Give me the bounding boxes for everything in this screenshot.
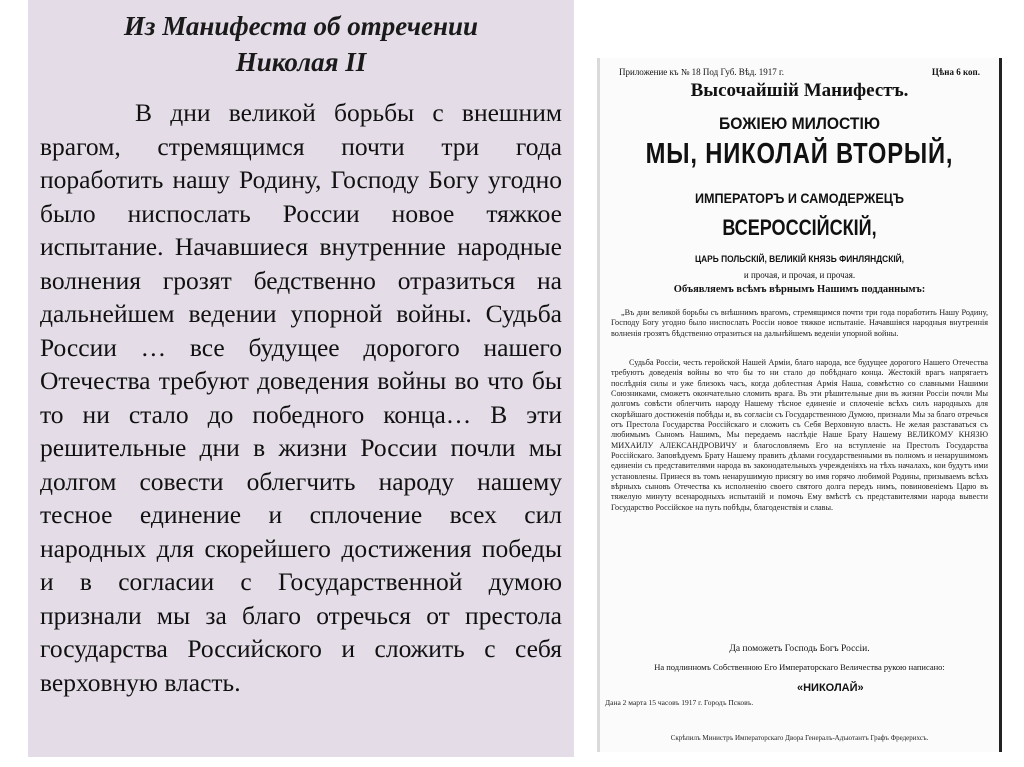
- document-line-emperor: ИМПЕРАТОРЪ И САМОДЕРЖЕЦЪ: [695, 190, 904, 206]
- manifesto-document-image: [597, 58, 1002, 752]
- document-line-grace: БОЖІЕЮ МИЛОСТІЮ: [719, 114, 880, 133]
- document-prayer: Да поможетъ Господь Богъ Россіи.: [729, 644, 870, 654]
- document-countersign: Скрѣпилъ Министръ Императорскаго Двора Генералъ-Адъютантъ Графъ Фредерихсъ.: [670, 734, 929, 742]
- document-announce: Объявляемъ всѣмъ вѣрнымъ Нашимъ подданнымъ:: [673, 284, 926, 295]
- document-place-date: Дана 2 марта 15 часовъ 1917 г. Городъ Псковъ.: [605, 698, 754, 707]
- document-title: Высочайшій Манифестъ.: [690, 80, 909, 101]
- document-paragraph-2: Судьба Россіи, честь геройской Нашей Арміи, благо народа, все будущее дорогого Нашего Отечества требуютъ доведенія войны во что бы то ни стало до побѣднаго конца. Жестокій врагъ напрягаетъ послѣднія силы и уже близокъ часъ, когда доблестная Армія Наша, совмѣстно со славными Нашими Союзниками, сможетъ окончательно сломить врага. Въ эти рѣшительные дни въ жизни Россіи почли Мы долгомъ совѣсти облегчить народу Нашему тѣсное единеніе и сплоченіе всѣхъ силъ народныхъ для скорѣйшаго достиженія побѣды и, въ согласіи съ Государственною Думою, признали Мы за благо отречься отъ Престола Государства Россійскаго и сложить съ Себя Верховную власть. Не желая разставаться съ любимымъ Сыномъ Нашимъ, Мы передаемъ наслѣдіе Наше Брату Нашему ВЕЛИКОМУ КНЯЗЮ МИХАИЛУ АЛЕКСАНДРОВИЧУ и благословляемъ Его на вступленіе на Престолъ Государства Россійскаго. Заповѣдуемъ Брату Нашему править дѣлами государственными въ полномъ и ненарушимомъ единеніи съ представителями народа въ законодательныхъ учрежденіяхъ на тѣхъ началахъ, кои будутъ ими установлены. Принеся въ томъ ненарушимую присягу во имя горячо любимой Родины, призываемъ всѣхъ вѣрныхъ сыновъ Отечества къ исполненію своего святого долга передъ нимъ, повиновеніемъ Царю въ тяжелую минуту всенародныхъ испытаній и помочь Ему вмѣстѣ съ представителями народа вывести Государство Россійское на путь побѣды, благоденствія и славы.: [611, 358, 988, 512]
- document-header-left: Приложение къ № 18 Под Губ. Вѣд. 1917 г.: [619, 67, 784, 77]
- document-signature-intro: На подлинномъ Собственною Его Императорскаго Величества рукою написано:: [654, 662, 945, 672]
- document-line-russia: ВСЕРОССІЙСКІЙ,: [722, 215, 877, 240]
- slide-title-line2: Николая II: [235, 47, 367, 77]
- document-paragraph-1: „Въ дни великой борьбы съ внѣшнимъ врагомъ, стремящимся почти три года поработить Нашу Родину, Господу Богу угодно было ниспослать Россіи новое тяжкое испытаніе. Начавшіяся народныя внутреннія волненія грозятъ бѣдственно отразиться на дальнѣйшемъ веденіи упорной войны.: [611, 308, 988, 338]
- document-header: [619, 67, 980, 77]
- document-line-etc: и прочая, и прочая, и прочая.: [743, 270, 856, 280]
- document-line-name: МЫ, НИКОЛАЙ ВТОРЫЙ,: [645, 138, 954, 170]
- document-price: Цѣна 6 коп.: [931, 67, 980, 77]
- document-line-titles: ЦАРЬ ПОЛЬСКІЙ, ВЕЛИКІЙ КНЯЗЬ ФИНЛЯНДСКІЙ,: [695, 254, 904, 265]
- manifesto-excerpt: В дни великой борьбы с внешним врагом, стремящимся почти три года поработить нашу Родину, Господу Богу угодно было ниспослать России новое тяжкое испытание. Начавшиеся внутренние народные волнения грозят бедственно отразиться на дальнейшем ведении упорной войны. Судьба России … все будущее дорогого нашего Отечества требуют доведения войны во что бы то ни стало до победного конца… В эти решительные дни в жизни России почли мы долгом совести облегчить народу нашему тесное единение и сплочение всех сил народных для скорейшего достижения победы и в согласии с Государственной думою признали мы за благо отречься от престола государства Российского и сложить с себя верховную власть.: [40, 98, 562, 697]
- document-signature: «НИКОЛАЙ»: [797, 682, 864, 694]
- slide-title: [28, 8, 574, 80]
- slide-title-line1: Из Манифеста об отречении: [123, 11, 479, 41]
